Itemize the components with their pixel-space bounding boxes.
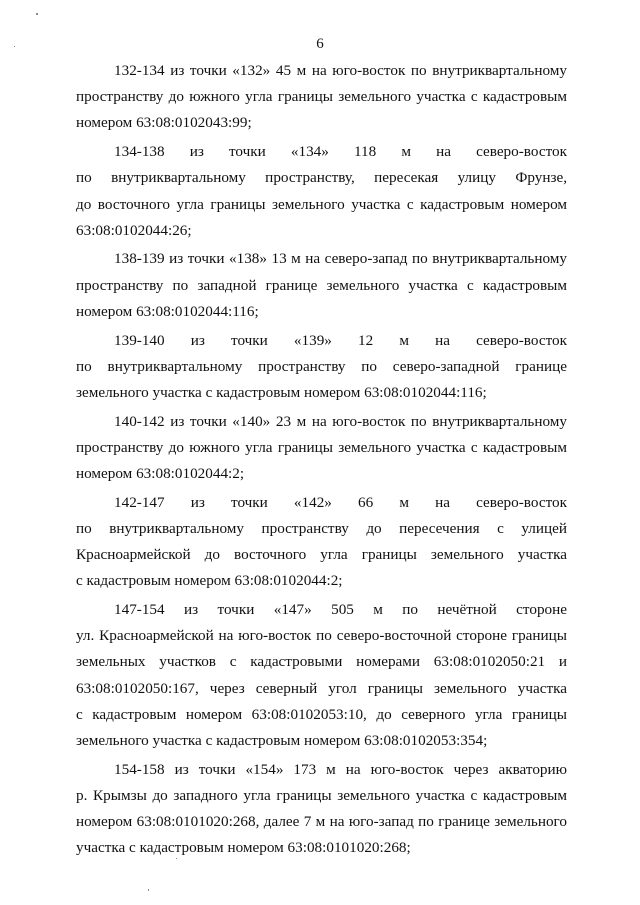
scan-speck xyxy=(36,13,38,15)
text-line: 132-134 из точки «132» 45 м на юго-восток по внутриквартальному xyxy=(114,62,567,79)
paragraph xyxy=(76,597,567,754)
page-number: 6 xyxy=(316,36,324,52)
text-line: с кадастровым номером 63:08:0102044:2; xyxy=(76,572,343,590)
paragraph xyxy=(76,139,567,244)
text-line: пространству по западной границе земельного участка с кадастровым xyxy=(76,276,567,294)
text-line: до восточного угла границы земельного участка с кадастровым номером xyxy=(76,195,567,213)
text-line: 134-138 из точки «134» 118 м на северо-восток xyxy=(114,143,567,161)
text-line: земельных участков с кадастровыми номерами 63:08:0102050:21 и xyxy=(76,653,567,671)
text-line: 139-140 из точки «139» 12 м на северо-восток xyxy=(114,331,567,349)
paragraph xyxy=(76,58,567,137)
text-line: ул. Красноармейской на юго-восток по северо-восточной стороне границы xyxy=(76,627,567,645)
text-line: по внутриквартальному пространству по северо-западной границе xyxy=(76,357,567,375)
scan-speck xyxy=(148,889,149,891)
paragraph xyxy=(76,409,567,488)
text-line: 138-139 из точки «138» 13 м на северо-запад по внутриквартальному xyxy=(114,250,567,268)
paragraph xyxy=(76,757,567,862)
text-line: пространству до южного угла границы земельного участка с кадастровым xyxy=(76,88,567,106)
text-line: по внутриквартальному пространству до пересечения с улицей xyxy=(76,519,567,537)
text-line: 140-142 из точки «140» 23 м на юго-восток по внутриквартальному xyxy=(114,412,567,430)
text-line: с кадастровым номером 63:08:0102053:10, до северного угла границы xyxy=(76,705,567,723)
scan-speck xyxy=(14,46,15,47)
text-line: номером 63:08:0102044:2; xyxy=(76,465,245,483)
text-line: номером 63:08:0101020:268, далее 7 м на юго-запад по границе земельного xyxy=(76,813,567,831)
paragraph xyxy=(76,328,567,407)
text-line: пространству до южного угла границы земельного участка с кадастровым xyxy=(76,438,567,456)
paragraph xyxy=(76,246,567,325)
text-line: 147-154 из точки «147» 505 м по нечётной стороне xyxy=(114,601,567,619)
text-line: 63:08:0102050:167, через северный угол границы земельного участка xyxy=(76,679,567,697)
text-line: 63:08:0102044:26; xyxy=(76,221,192,239)
text-line: Красноармейской до восточного угла границы земельного участка xyxy=(76,546,567,564)
text-line: номером 63:08:0102044:116; xyxy=(76,302,259,320)
text-line: земельного участка с кадастровым номером 63:08:0102044:116; xyxy=(76,383,487,401)
text-line: 154-158 из точки «154» 173 м на юго-восток через акваторию xyxy=(114,760,567,778)
text-line: участка с кадастровым номером 63:08:0101020:268; xyxy=(76,839,411,857)
text-line: земельного участка с кадастровым номером 63:08:0102053:354; xyxy=(76,732,488,750)
scan-speck xyxy=(176,858,177,859)
text-line: номером 63:08:0102043:99; xyxy=(76,114,252,132)
text-line: 142-147 из точки «142» 66 м на северо-восток xyxy=(114,493,567,511)
text-line: по внутриквартальному пространству, пересекая улицу Фрунзе, xyxy=(76,169,567,187)
document-body xyxy=(76,58,567,864)
text-line: р. Крымзы до западного угла границы земельного участка с кадастровым xyxy=(76,786,567,804)
paragraph xyxy=(76,490,567,595)
